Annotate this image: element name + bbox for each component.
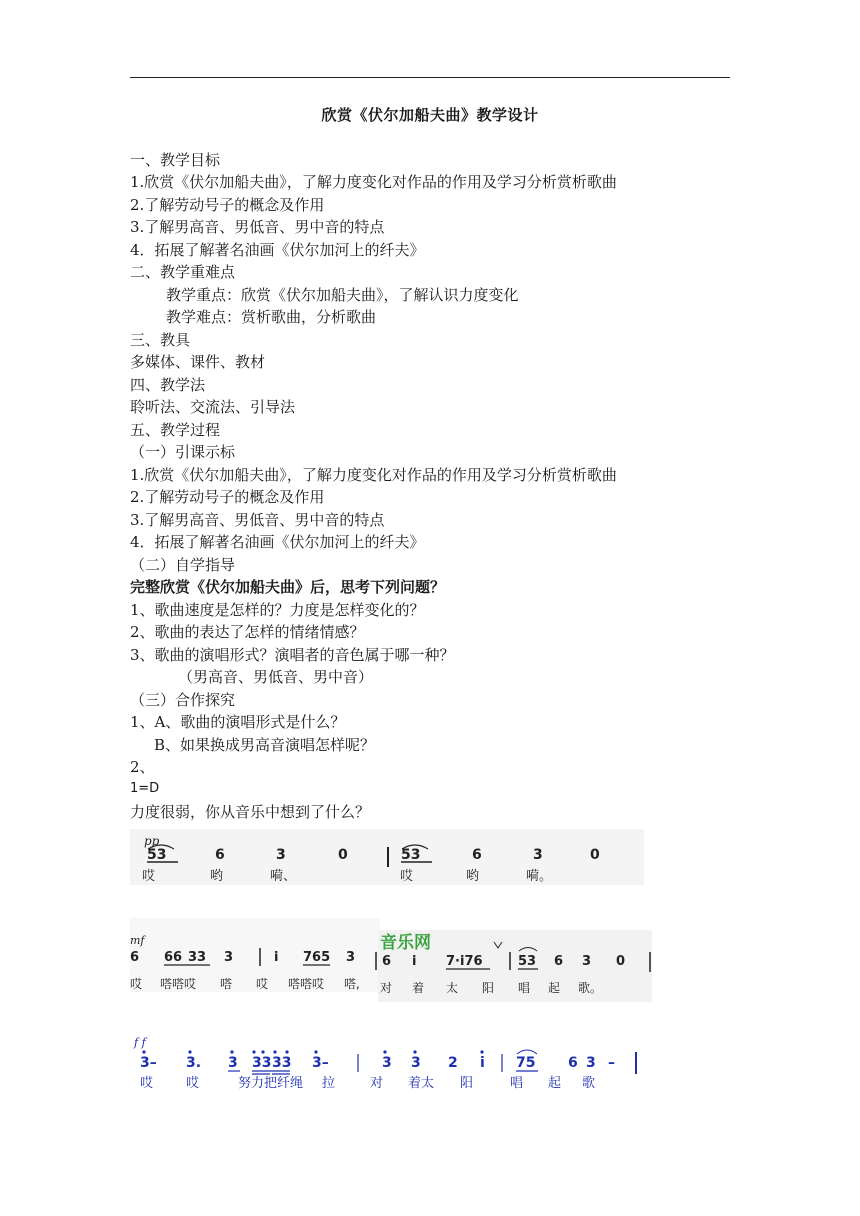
note: 3 (346, 950, 356, 965)
note: 53 (147, 847, 167, 863)
subsection-heading: （一）引课示标 (130, 443, 236, 461)
lyric: 嗒嗒哎 (160, 977, 197, 991)
note: 3 (582, 954, 592, 969)
lyric: 唱 (510, 1076, 524, 1091)
note: 6 (568, 1055, 578, 1071)
lyric: 哎 (186, 1076, 200, 1091)
note: i (274, 950, 279, 965)
subsection-heading: （三）合作探究 (130, 691, 236, 709)
note: – (608, 1055, 615, 1071)
note: 33 (272, 1055, 292, 1071)
note: 75 (516, 1055, 536, 1071)
text-line: 2、 (130, 758, 155, 776)
section-heading: 一、教学目标 (130, 151, 221, 169)
note: 2 (448, 1055, 458, 1071)
lyric: 对 (370, 1076, 384, 1091)
note: 6 (130, 950, 140, 965)
question-line: （男高音、男低音、男中音） (178, 668, 374, 686)
score-image-3 (130, 1034, 650, 1094)
note: 3– (312, 1055, 329, 1071)
lyric: 太 (446, 981, 459, 995)
question-line: 2、歌曲的表达了怎样的情绪情感？ (130, 623, 365, 641)
note: 3 (224, 950, 234, 965)
question-line: B、如果换成男高音演唱怎样呢？ (154, 736, 376, 754)
note: 3 (586, 1055, 596, 1071)
text-line: 3.了解男高音、男低音、男中音的特点 (130, 511, 385, 529)
note: 3. (186, 1055, 202, 1071)
note: 0 (338, 847, 348, 863)
text-line: 教学难点：赏析歌曲，分析歌曲 (166, 308, 377, 326)
lyric: 哟 (210, 869, 224, 884)
text-line: 聆听法、交流法、引导法 (130, 398, 296, 416)
lyric: 拉 (322, 1076, 336, 1091)
dynamic-marking: mf (130, 934, 145, 947)
question-line: 3、歌曲的演唱形式？演唱者的音色属于哪一种？ (130, 646, 455, 664)
dynamic-marking: pp (144, 834, 160, 848)
note: 0 (616, 954, 626, 969)
note: 3 (276, 847, 286, 863)
dynamic-marking: f f (134, 1036, 146, 1049)
note: 3 (411, 1055, 421, 1071)
lyric: 嗒嗒哎 (288, 977, 325, 991)
watermark-logo: 音乐网 (380, 933, 431, 953)
note: 3 (382, 1055, 392, 1071)
lyric: 嗒, (344, 977, 360, 991)
lyric: 阳 (482, 981, 495, 995)
text-line: 教学重点：欣赏《伏尔加船夫曲》，了解认识力度变化 (166, 286, 519, 304)
lyric: 歌。 (578, 981, 603, 995)
note: 7·i76 (446, 954, 483, 969)
text-line: 2.了解劳动号子的概念及作用 (130, 196, 325, 214)
lyric: 起 (548, 981, 561, 995)
lyric: 着 (412, 981, 425, 995)
note: i (480, 1055, 485, 1071)
subsection-heading: （二）自学指导 (130, 556, 236, 574)
lyric: 嗒 (220, 977, 233, 991)
note: 3 (228, 1055, 238, 1071)
lyric: 哎 (142, 869, 156, 884)
text-line: 力度很弱，你从音乐中想到了什么？ (130, 803, 371, 821)
section-heading: 二、教学重难点 (130, 263, 236, 281)
question-line: 1、歌曲速度是怎样的？力度是怎样变化的？ (130, 601, 425, 619)
note: 765 (303, 950, 331, 965)
note: 33 (252, 1055, 272, 1071)
lyric: 哟 (466, 869, 480, 884)
lyric: 嗬。 (526, 869, 553, 884)
question-line: 1、A、歌曲的演唱形式是什么？ (130, 713, 346, 731)
text-line: 4．拓展了解著名油画《伏尔加河上的纤夫》 (130, 533, 425, 551)
text-line: 2.了解劳动号子的概念及作用 (130, 488, 325, 506)
page-title: 欣赏《伏尔加船夫曲》教学设计 (321, 106, 539, 124)
note: 3 (533, 847, 543, 863)
lyric: 哎 (256, 977, 269, 991)
text-line: 3.了解男高音、男低音、男中音的特点 (130, 218, 385, 236)
note: 33 (188, 950, 207, 965)
note: 53 (518, 954, 537, 969)
note: i (412, 954, 417, 969)
lyric: 着太 (408, 1076, 435, 1091)
section-heading: 三、教具 (130, 331, 191, 349)
bold-prompt: 完整欣赏《伏尔加船夫曲》后，思考下列问题？ (130, 578, 446, 596)
lyric: 嗬、 (270, 869, 297, 884)
note: 0 (590, 847, 600, 863)
note: 53 (401, 847, 421, 863)
lyric: 哎 (130, 977, 143, 991)
score-image-2 (130, 916, 652, 1004)
top-rule (130, 77, 730, 78)
note: 66 (164, 950, 183, 965)
text-line: 多媒体、课件、教材 (130, 353, 266, 371)
lyric: 努力把纤绳 (238, 1076, 304, 1091)
section-heading: 四、教学法 (130, 376, 206, 394)
note: 6 (215, 847, 225, 863)
text-line: 4．拓展了解著名油画《伏尔加河上的纤夫》 (130, 241, 425, 259)
lyric: 阳 (460, 1076, 474, 1091)
lyric: 起 (548, 1076, 562, 1091)
score-image-1 (130, 829, 644, 885)
text-line: 1.欣赏《伏尔加船夫曲》，了解力度变化对作品的作用及学习分析赏析歌曲 (130, 466, 617, 484)
lyric: 哎 (140, 1076, 154, 1091)
text-line: 1.欣赏《伏尔加船夫曲》，了解力度变化对作品的作用及学习分析赏析歌曲 (130, 173, 617, 191)
key-signature: 1=D (130, 781, 160, 796)
lyric: 对 (380, 981, 393, 995)
note: 6 (382, 954, 392, 969)
section-heading: 五、教学过程 (130, 421, 221, 439)
lyric: 歌 (582, 1076, 596, 1091)
note: 6 (554, 954, 564, 969)
lyric: 哎 (400, 869, 414, 884)
lyric: 唱 (518, 981, 531, 995)
note: 3– (140, 1055, 157, 1071)
note: 6 (472, 847, 482, 863)
